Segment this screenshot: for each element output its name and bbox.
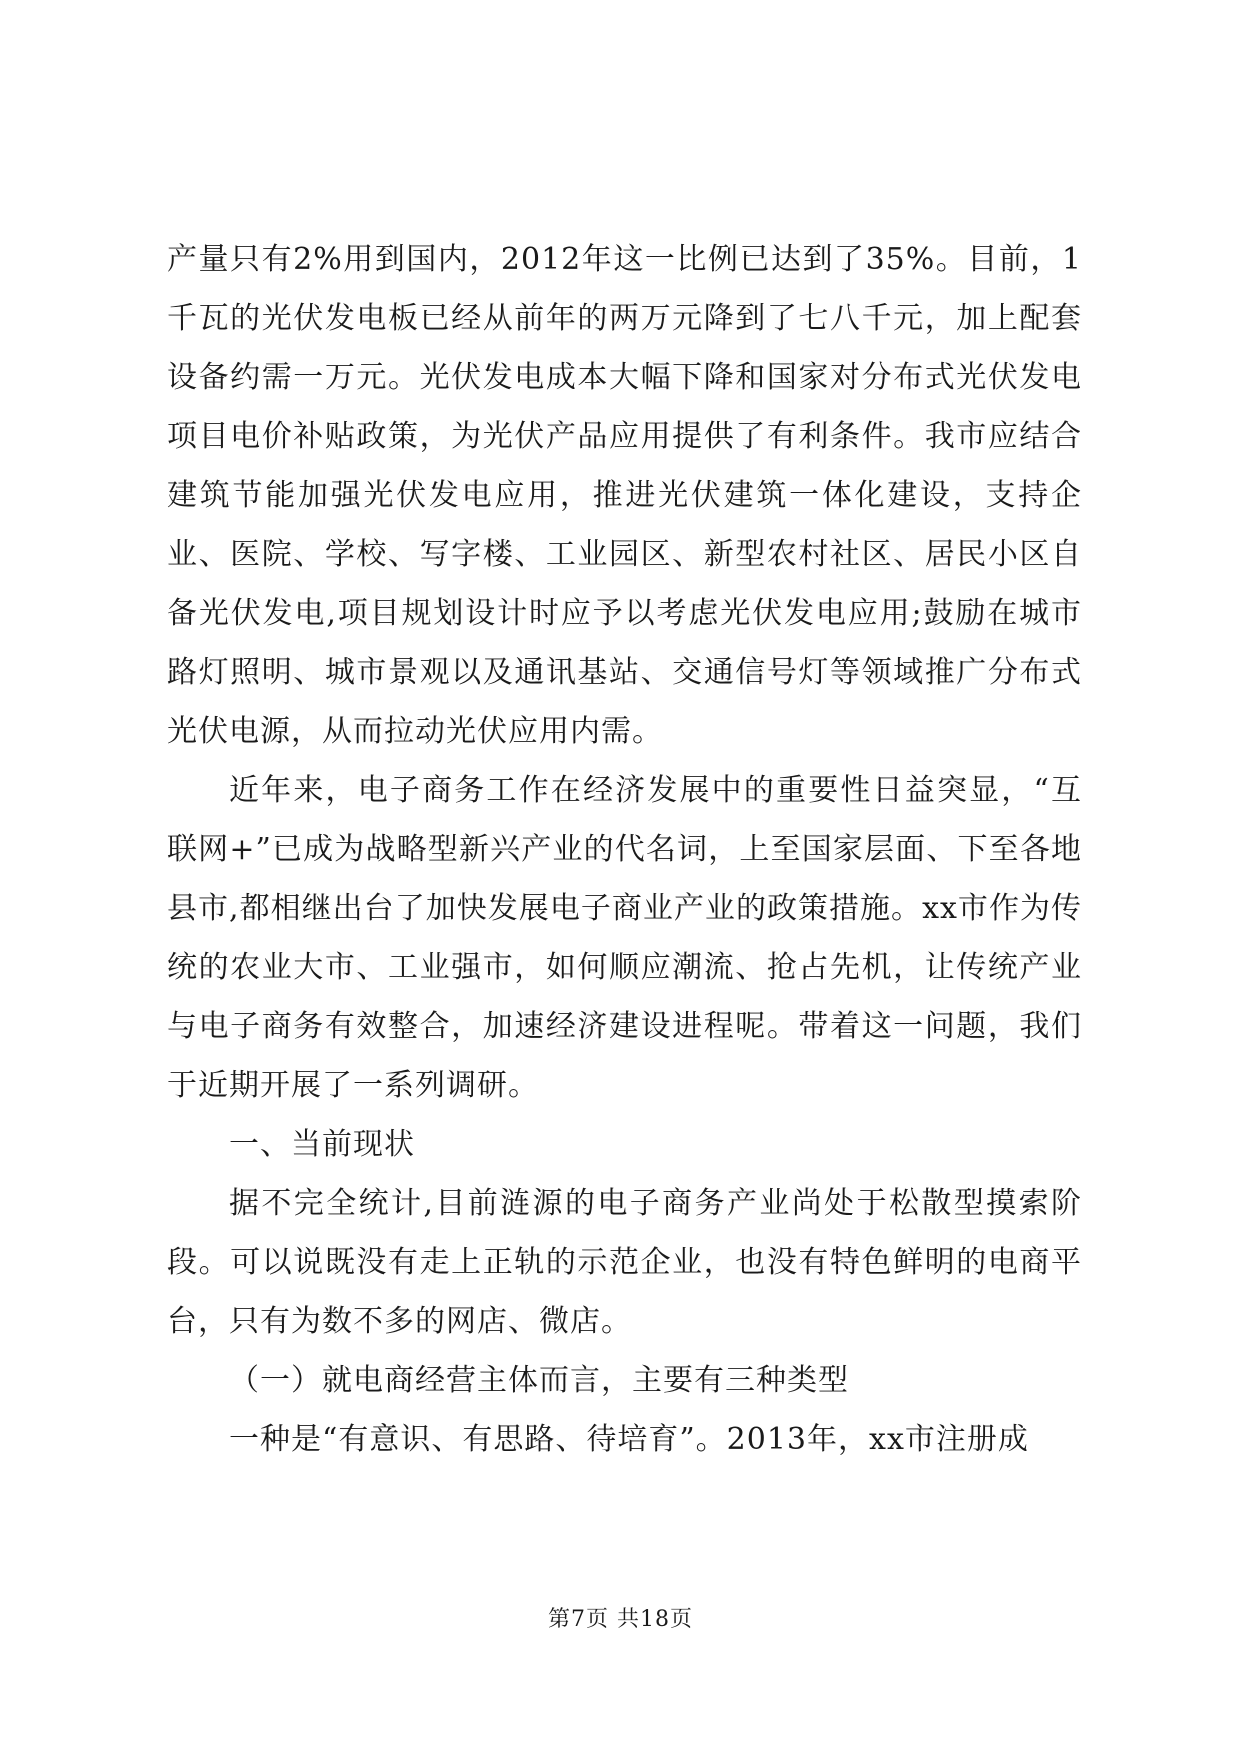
paragraph-current-status: 据不完全统计,目前涟源的电子商务产业尚处于松散型摸索阶段。可以说既没有走上正轨的示范企业，也没有特色鲜明的电商平台，只有为数不多的网店、微店。 xyxy=(167,1186,1082,1339)
page-footer xyxy=(0,1606,1241,1634)
section-heading-current-status: 一、当前现状 xyxy=(229,1127,415,1162)
page-number: 第7页 共18页 xyxy=(548,1607,693,1632)
subsection-heading-business-types: （一）就电商经营主体而言，主要有三种类型 xyxy=(229,1363,849,1398)
paragraph-type-one: 一种是“有意识、有思路、待培育”。2013年，xx市注册成 xyxy=(229,1422,1029,1457)
paragraph-ecommerce-intro: 近年来，电子商务工作在经济发展中的重要性日益突显，“互联网+”已成为战略型新兴产业的代名词，上至国家层面、下至各地县市,都相继出台了加快发展电子商业产业的政策措施。xx市作为传统的农业大市、工业强市，如何顺应潮流、抢占先机，让传统产业与电子商务有效整合，加速经济建设进程呢。带着这一问题，我们于近期开展了一系列调研。 xyxy=(167,773,1082,1103)
document-body xyxy=(167,230,1082,1469)
paragraph-photovoltaic-continuation: 产量只有2%用到国内，2012年这一比例已达到了35%。目前，1千瓦的光伏发电板已经从前年的两万元降到了七八千元，加上配套设备约需一万元。光伏发电成本大幅下降和国家对分布式光伏发电项目电价补贴政策，为光伏产品应用提供了有利条件。我市应结合建筑节能加强光伏发电应用，推进光伏建筑一体化建设，支持企业、医院、学校、写字楼、工业园区、新型农村社区、居民小区自备光伏发电,项目规划设计时应予以考虑光伏发电应用;鼓励在城市路灯照明、城市景观以及通讯基站、交通信号灯等领域推广分布式光伏电源，从而拉动光伏应用内需。 xyxy=(167,242,1082,749)
